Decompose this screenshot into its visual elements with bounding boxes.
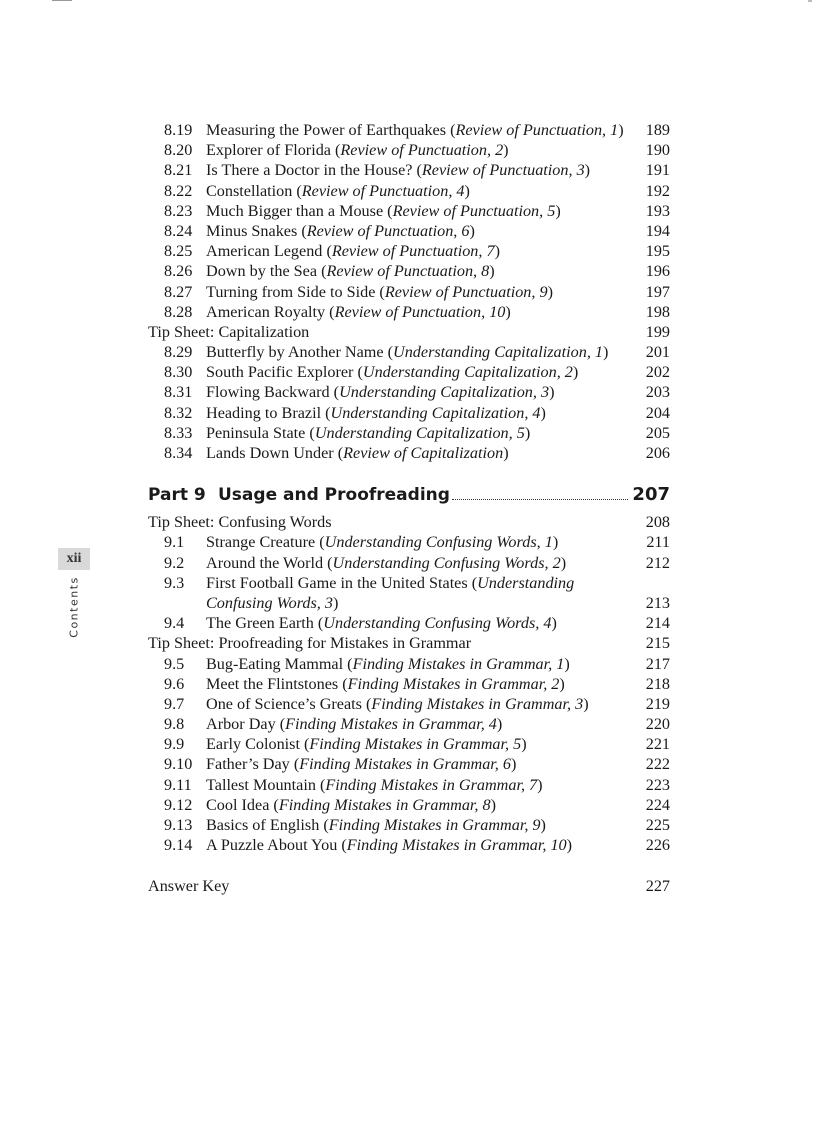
entry-page: 201 xyxy=(645,343,670,362)
entry-number: 9.7 xyxy=(164,694,185,713)
toc-entry[interactable] xyxy=(148,835,670,855)
entry-close-paren: ) xyxy=(540,403,546,422)
entry-page: 202 xyxy=(645,363,670,382)
answer-key-label: Answer Key xyxy=(148,877,230,896)
toc-entry[interactable] xyxy=(148,553,670,573)
entry-title-text: Early Colonist ( xyxy=(206,735,310,754)
entry-close-paren: ) xyxy=(547,282,553,301)
entry-title xyxy=(206,423,630,443)
entry-subtitle: Understanding Capitalization, 1 xyxy=(393,343,604,362)
entry-page: 194 xyxy=(645,221,670,240)
toc-entry[interactable] xyxy=(148,362,670,382)
entry-number: 8.22 xyxy=(164,181,193,200)
entry-close-paren: ) xyxy=(524,423,531,442)
entry-number: 8.21 xyxy=(164,161,193,180)
toc-entry[interactable] xyxy=(148,342,670,362)
entry-page: 226 xyxy=(645,836,670,855)
entry-title xyxy=(206,201,630,221)
toc-entry[interactable] xyxy=(148,302,670,322)
entry-title xyxy=(206,754,630,774)
entry-subtitle: Understanding Capitalization, 4 xyxy=(330,403,541,422)
entry-page: 197 xyxy=(645,282,670,301)
entry-subtitle: Understanding Confusing Words, 1 xyxy=(324,533,553,552)
entry-title xyxy=(206,654,630,674)
entry-title-text: The Green Earth ( xyxy=(206,614,324,633)
entry-subtitle: Finding Mistakes in Grammar, 7 xyxy=(325,775,538,794)
page-number: xii xyxy=(66,551,82,566)
entry-title-text: Much Bigger than a Mouse ( xyxy=(206,201,393,220)
table-of-contents xyxy=(148,120,670,897)
entry-title xyxy=(206,775,630,795)
entry-title xyxy=(206,532,630,552)
toc-entry[interactable] xyxy=(148,815,670,835)
entry-title-text: Meet the Flintstones ( xyxy=(206,674,348,693)
toc-entry[interactable] xyxy=(148,573,670,593)
entry-page: 213 xyxy=(645,593,670,612)
entry-title-text: Strange Creature ( xyxy=(206,533,325,552)
entry-page: 225 xyxy=(645,816,670,834)
toc-entry[interactable] xyxy=(148,160,670,180)
entry-title xyxy=(206,573,630,593)
entry-page: 217 xyxy=(645,654,670,673)
tip-sheet-confusing-words[interactable] xyxy=(148,512,670,532)
entry-title xyxy=(206,261,630,281)
entry-close-paren: ) xyxy=(332,593,339,612)
entry-title xyxy=(206,593,630,613)
entry-number: 8.32 xyxy=(164,403,193,422)
entry-subtitle: Finding Mistakes in Grammar, 2 xyxy=(347,674,560,693)
answer-key-page: 227 xyxy=(645,877,670,896)
entry-close-paren: ) xyxy=(521,735,527,754)
entry-title-text: Butterfly by Another Name ( xyxy=(206,343,394,362)
entry-subtitle: Finding Mistakes in Grammar, 6 xyxy=(299,755,511,774)
toc-entry[interactable] xyxy=(148,613,670,633)
entry-subtitle: Finding Mistakes in Grammar, 5 xyxy=(309,735,522,754)
entry-title xyxy=(206,613,630,633)
section-label: Contents xyxy=(67,576,81,638)
entry-title xyxy=(206,815,630,835)
entry-number: 9.13 xyxy=(164,816,193,834)
entry-close-paren: ) xyxy=(503,444,509,462)
toc-entry[interactable] xyxy=(148,382,670,402)
entry-title xyxy=(206,674,630,694)
entry-subtitle: Finding Mistakes in Grammar, 4 xyxy=(285,715,497,734)
entry-close-paren: ) xyxy=(489,262,495,281)
entry-subtitle: Review of Punctuation, 4 xyxy=(301,181,465,200)
entry-page: 212 xyxy=(645,553,670,572)
entry-title xyxy=(206,714,630,734)
entry-title xyxy=(206,362,630,382)
toc-entry[interactable] xyxy=(148,221,670,241)
toc-entry[interactable] xyxy=(148,694,670,714)
entry-close-paren: ) xyxy=(555,201,561,220)
entry-number: 9.8 xyxy=(164,715,185,734)
entry-subtitle: Review of Punctuation, 2 xyxy=(340,141,504,160)
entry-subtitle: Understanding Confusing Words, 2 xyxy=(332,553,561,572)
entry-page: 219 xyxy=(645,694,670,713)
toc-entry[interactable] xyxy=(148,120,670,140)
entry-subtitle: Understanding xyxy=(477,573,575,592)
entry-title xyxy=(206,342,630,362)
toc-entry[interactable] xyxy=(148,775,670,795)
entry-page: 220 xyxy=(645,715,670,734)
toc-entry[interactable] xyxy=(148,282,670,302)
entry-close-paren: ) xyxy=(496,715,503,734)
entry-title-text: One of Science’s Greats ( xyxy=(206,694,372,713)
entry-title-text: Minus Snakes ( xyxy=(206,221,307,240)
entry-number: 9.11 xyxy=(164,775,192,794)
entry-title-text: Tallest Mountain ( xyxy=(206,775,326,794)
entry-number: 8.34 xyxy=(164,444,193,462)
entry-number: 8.27 xyxy=(164,282,193,301)
entry-title-text: Explorer of Florida ( xyxy=(206,141,341,160)
entry-title-text: A Puzzle About You ( xyxy=(206,836,347,855)
entry-subtitle: Review of Punctuation, 6 xyxy=(306,221,470,240)
toc-entry[interactable] xyxy=(148,654,670,674)
entry-close-paren: ) xyxy=(494,242,500,261)
toc-entry[interactable] xyxy=(148,181,670,201)
part-label: Part 9 xyxy=(148,485,206,506)
entry-page: 191 xyxy=(645,161,670,180)
entry-page: 203 xyxy=(645,383,670,402)
entry-title-text: Around the World ( xyxy=(206,553,333,572)
entry-title-text: Down by the Sea ( xyxy=(206,262,327,281)
entry-close-paren: ) xyxy=(572,363,579,382)
entry-page: 211 xyxy=(646,533,670,552)
entry-close-paren: ) xyxy=(566,836,573,855)
toc-entry[interactable] xyxy=(148,734,670,754)
entry-subtitle: Finding Mistakes in Grammar, 10 xyxy=(346,836,567,855)
entry-page: 218 xyxy=(645,674,670,693)
entry-title xyxy=(206,241,630,261)
crop-dot xyxy=(808,0,812,2)
toc-entry[interactable] xyxy=(148,795,670,815)
entry-title-text: Flowing Backward ( xyxy=(206,383,340,402)
entry-title xyxy=(206,120,630,140)
entry-title xyxy=(206,382,630,402)
entry-title-text: Basics of English ( xyxy=(206,816,329,834)
tip-sheet-label: Tip Sheet: Proofreading for Mistakes in Grammar xyxy=(148,634,472,653)
entry-title-text: First Football Game in the United States ( xyxy=(206,573,478,592)
entry-title-text: South Pacific Explorer ( xyxy=(206,363,363,382)
answer-key-entry[interactable] xyxy=(148,876,670,896)
entry-number: 9.10 xyxy=(164,755,193,774)
toc-entry[interactable] xyxy=(148,532,670,552)
entry-number: 9.14 xyxy=(164,836,193,855)
toc-entry[interactable] xyxy=(148,261,670,281)
entry-title xyxy=(206,181,630,201)
entry-close-paren: ) xyxy=(469,221,475,240)
entry-close-paren: ) xyxy=(490,795,496,814)
entry-title-text: Constellation ( xyxy=(206,181,302,200)
entry-number: 9.4 xyxy=(164,614,185,633)
entry-close-paren: ) xyxy=(511,755,517,774)
entry-title xyxy=(206,221,630,241)
entry-number: 8.26 xyxy=(164,262,193,281)
entry-title-text: Cool Idea ( xyxy=(206,795,279,814)
entry-page: 195 xyxy=(645,242,670,261)
entry-close-paren: ) xyxy=(549,383,555,402)
entry-subtitle: Finding Mistakes in Grammar, 8 xyxy=(278,795,491,814)
tip-sheet-proofreading[interactable] xyxy=(148,633,670,653)
entry-title xyxy=(206,694,630,714)
entry-subtitle: Review of Punctuation, 10 xyxy=(334,302,506,321)
entry-title xyxy=(206,140,630,160)
entry-number: 9.12 xyxy=(164,795,193,814)
toc-entry[interactable] xyxy=(148,674,670,694)
entry-page: 221 xyxy=(645,735,670,754)
part-9-heading[interactable] xyxy=(148,483,670,507)
entry-subtitle: Understanding Capitalization, 2 xyxy=(362,363,573,382)
toc-entry[interactable] xyxy=(148,423,670,443)
entry-close-paren: ) xyxy=(583,694,589,713)
entry-subtitle: Review of Punctuation, 7 xyxy=(331,242,495,261)
entry-subtitle: Review of Punctuation, 3 xyxy=(421,161,585,180)
entry-close-paren: ) xyxy=(560,553,567,572)
entry-page: 196 xyxy=(645,262,670,281)
entry-number: 8.30 xyxy=(164,363,193,382)
entry-number: 8.20 xyxy=(164,141,193,160)
entry-number: 8.29 xyxy=(164,343,193,362)
entry-close-paren: ) xyxy=(540,816,546,834)
entry-page: 223 xyxy=(645,775,670,794)
entries-group-confusing-words xyxy=(148,532,670,633)
entry-subtitle: Finding Mistakes in Grammar, 1 xyxy=(352,654,565,673)
entry-page: 214 xyxy=(645,614,670,633)
tip-sheet-page: 215 xyxy=(645,634,670,653)
tip-sheet-label: Tip Sheet: Confusing Words xyxy=(148,513,332,532)
entry-number: 9.3 xyxy=(164,573,185,592)
entry-title-text: Bug-Eating Mammal ( xyxy=(206,654,353,673)
entry-number: 8.23 xyxy=(164,201,193,220)
entry-title xyxy=(206,302,630,322)
entry-close-paren: ) xyxy=(618,121,624,139)
entry-close-paren: ) xyxy=(552,533,559,552)
entry-page: 190 xyxy=(645,141,670,160)
tip-sheet-page: 199 xyxy=(645,322,670,341)
entry-number: 8.24 xyxy=(164,221,193,240)
entry-subtitle: Understanding Confusing Words, 4 xyxy=(323,614,552,633)
entry-number: 8.31 xyxy=(164,383,193,402)
toc-entry[interactable] xyxy=(148,241,670,261)
page-number-tab xyxy=(58,548,90,570)
entry-subtitle: Review of Punctuation, 5 xyxy=(392,201,556,220)
entry-close-paren: ) xyxy=(505,302,511,321)
entry-title-text: Heading to Brazil ( xyxy=(206,403,331,422)
entry-page: 204 xyxy=(645,403,670,422)
entry-number: 8.25 xyxy=(164,242,193,261)
entry-title xyxy=(206,160,630,180)
entry-number: 8.33 xyxy=(164,423,193,442)
entries-group-review-punctuation xyxy=(148,120,670,322)
toc-entry[interactable] xyxy=(148,714,670,734)
entry-title-text: Lands Down Under ( xyxy=(206,444,344,462)
entry-title-text: Father’s Day ( xyxy=(206,755,300,774)
part-title: Usage and Proofreading xyxy=(218,485,450,506)
tip-sheet-label: Tip Sheet: Capitalization xyxy=(148,322,310,341)
tip-sheet-capitalization[interactable] xyxy=(148,322,670,342)
entry-title-text: Peninsula State ( xyxy=(206,423,315,442)
entry-title-text: American Royalty ( xyxy=(206,302,335,321)
entry-title-text: American Legend ( xyxy=(206,242,332,261)
entry-page: 193 xyxy=(645,201,670,220)
entry-close-paren: ) xyxy=(584,161,591,180)
entry-title xyxy=(206,734,630,754)
entry-title xyxy=(206,443,630,463)
part-page: 207 xyxy=(632,484,670,506)
entries-group-capitalization xyxy=(148,342,670,463)
dot-leader xyxy=(452,498,628,500)
entry-number: 9.6 xyxy=(164,674,185,693)
entry-page: 206 xyxy=(645,444,670,462)
crop-mark xyxy=(52,0,72,1)
entry-number: 9.2 xyxy=(164,553,185,572)
entry-close-paren: ) xyxy=(551,614,557,633)
entry-close-paren: ) xyxy=(603,343,609,362)
entry-title-text: Turning from Side to Side ( xyxy=(206,282,385,301)
toc-entry[interactable] xyxy=(148,403,670,423)
entry-number: 8.28 xyxy=(164,302,193,321)
entry-title xyxy=(206,835,630,855)
entry-number: 9.1 xyxy=(164,533,185,552)
entry-title xyxy=(206,553,630,573)
entry-page: 189 xyxy=(645,121,670,139)
toc-entry[interactable] xyxy=(148,443,670,463)
entry-close-paren: ) xyxy=(559,674,565,693)
entries-group-grammar xyxy=(148,654,670,856)
entry-page: 198 xyxy=(645,302,670,321)
entry-subtitle: Finding Mistakes in Grammar, 9 xyxy=(328,816,541,834)
entry-close-paren: ) xyxy=(564,654,570,673)
entry-subtitle: Review of Punctuation, 1 xyxy=(455,121,619,139)
entry-page: 224 xyxy=(645,795,670,814)
tip-sheet-page: 208 xyxy=(645,513,670,532)
entry-subtitle: Review of Capitalization xyxy=(343,444,504,462)
entry-subtitle: Understanding Capitalization, 3 xyxy=(339,383,550,402)
entry-number: 9.5 xyxy=(164,654,185,673)
entry-title-text: Is There a Doctor in the House? ( xyxy=(206,161,422,180)
entry-title xyxy=(206,795,630,815)
entry-number: 8.19 xyxy=(164,121,193,139)
entry-close-paren: ) xyxy=(503,141,509,160)
toc-entry[interactable] xyxy=(148,754,670,774)
entry-title xyxy=(206,403,630,423)
entry-number: 9.9 xyxy=(164,735,185,754)
entry-title-text: Arbor Day ( xyxy=(206,715,286,734)
toc-entry[interactable] xyxy=(148,593,670,613)
entry-subtitle: Confusing Words, 3 xyxy=(206,593,333,612)
entry-close-paren: ) xyxy=(537,775,543,794)
entry-page: 205 xyxy=(645,423,670,442)
entry-subtitle: Understanding Capitalization, 5 xyxy=(314,423,525,442)
entry-subtitle: Finding Mistakes in Grammar, 3 xyxy=(371,694,584,713)
entry-subtitle: Review of Punctuation, 8 xyxy=(326,262,490,281)
toc-entry[interactable] xyxy=(148,140,670,160)
entry-subtitle: Review of Punctuation, 9 xyxy=(384,282,548,301)
entry-title xyxy=(206,282,630,302)
toc-entry[interactable] xyxy=(148,201,670,221)
entry-title-text: Measuring the Power of Earthquakes ( xyxy=(206,121,456,139)
entry-close-paren: ) xyxy=(464,181,470,200)
entry-page: 192 xyxy=(645,181,670,200)
entry-page: 222 xyxy=(645,755,670,774)
